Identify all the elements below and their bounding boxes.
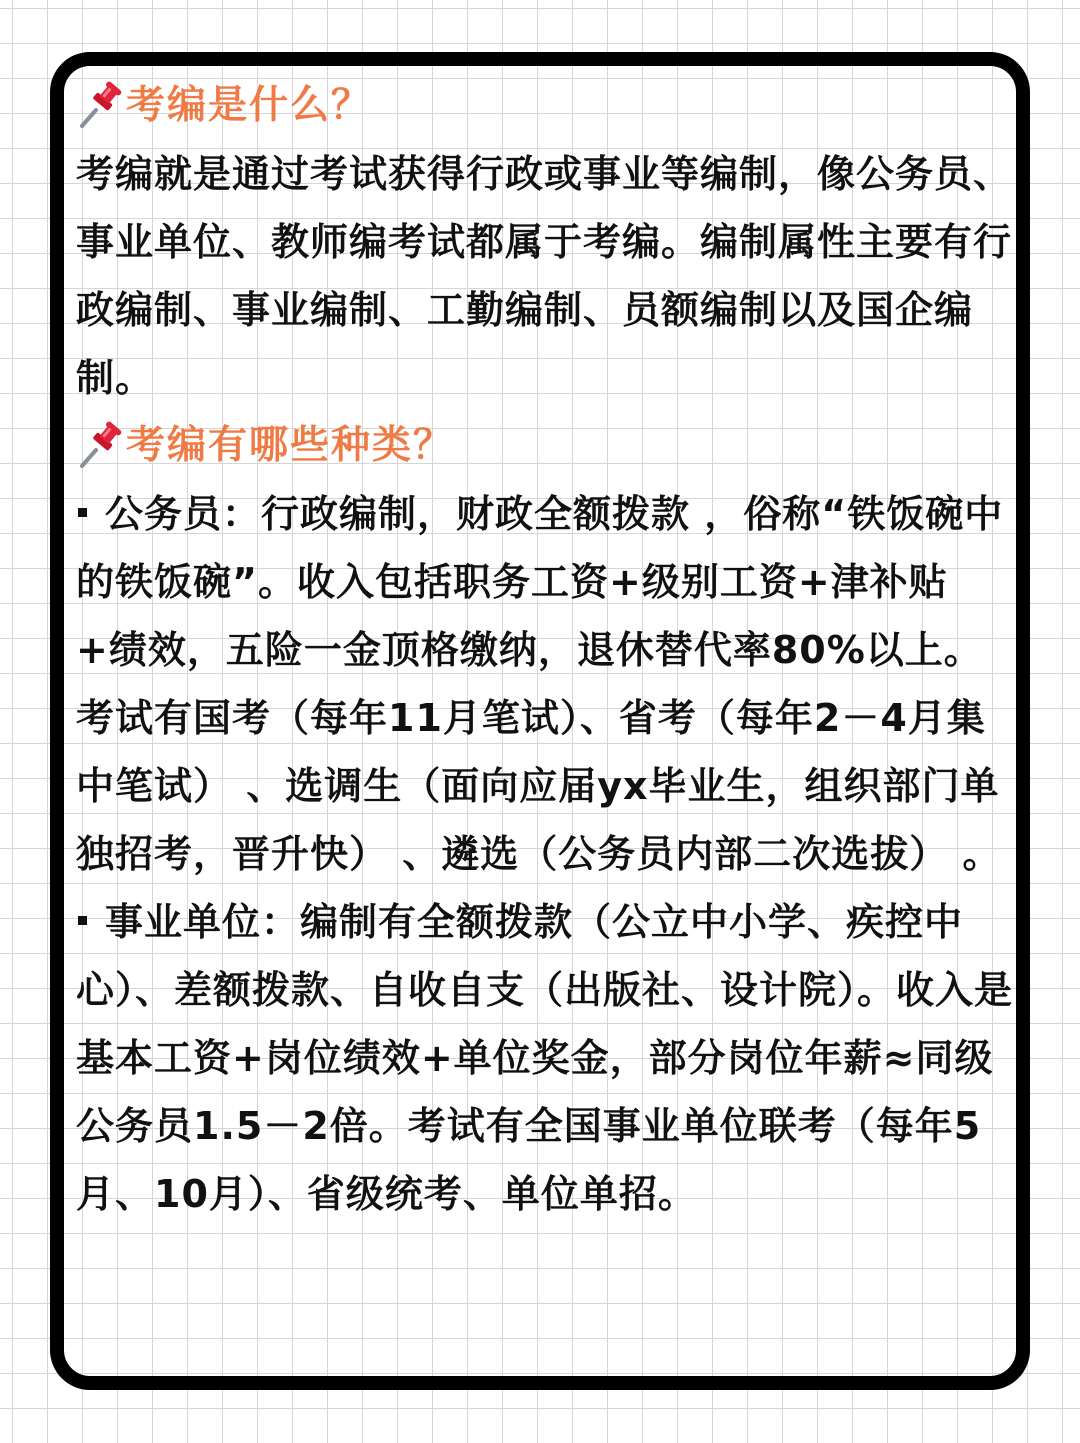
bullet-item-public-institution bbox=[76, 888, 1016, 1228]
pushpin-icon bbox=[76, 80, 124, 132]
section-heading-types bbox=[76, 412, 1016, 480]
pushpin-icon bbox=[76, 420, 124, 472]
note-content bbox=[76, 72, 1016, 1228]
section-body: 考编就是通过考试获得行政或事业等编制，像公务员、事业单位、教师编考试都属于考编。编制属性主要有行政编制、事业编制、工勤编制、员额编制以及国企编制。 bbox=[76, 152, 1013, 400]
bullet-text: 事业单位：编制有全额拨款（公立中小学、疾控中心）、差额拨款、自收自支（出版社、设计院）。收入是基本工资+岗位绩效+单位奖金，部分岗位年薪≈同级公务员1.5－2倍。考试有全国事业单位联考（每年5月、10月）、省级统考、单位单招。 bbox=[76, 900, 1014, 1216]
bullet-item-civil-servant bbox=[76, 480, 1016, 888]
section-heading-text: 考编是什么？ bbox=[126, 83, 373, 128]
section-heading-text: 考编有哪些种类？ bbox=[126, 423, 455, 468]
bullet-marker bbox=[78, 916, 87, 925]
bullet-text: 公务员：行政编制，财政全额拨款 ，俗称“铁饭碗中的铁饭碗”。收入包括职务工资+级别工资+津补贴+绩效，五险一金顶格缴纳，退休替代率80%以上。考试有国考（每年11月笔试）、省考（每年2－4月集中笔试） 、选调生（面向应届yx毕业生，组织部门单独招考，晋升快） 、遴选（公务员内部二次选拔） 。 bbox=[76, 492, 1004, 876]
section-heading-what bbox=[76, 72, 1016, 140]
bullet-marker bbox=[78, 508, 87, 517]
